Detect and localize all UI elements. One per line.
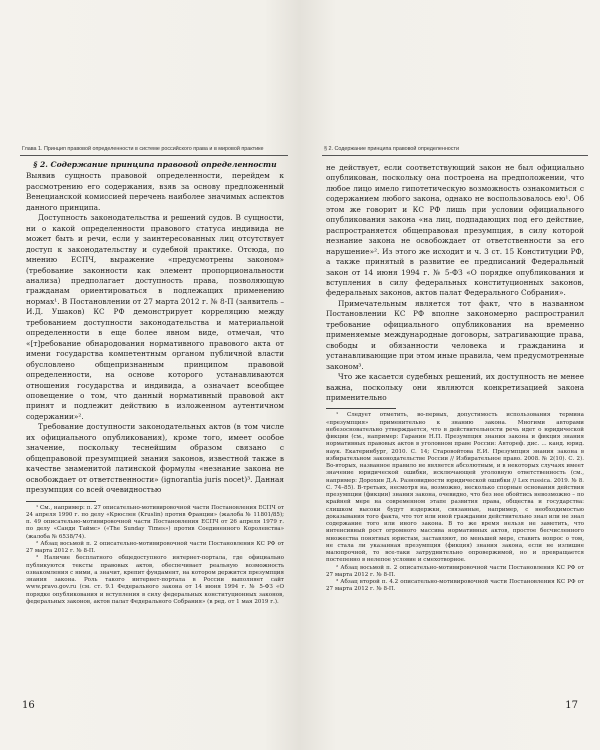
section-title: § 2. Содержание принципа правовой определенности [33,160,277,169]
header-rule [322,155,588,156]
paragraph: Требование доступности законодательных актов (в том числе их официального опубликования), кроме того, имеет особое значение, поскольку теснейшим образом связано с общеправовой презумпцией знания законов, известной также в качестве знаменитой латинской формулы «незнание закона не освобождает от ответственности» (ignorantia juris nocet)³. Данная презумпция со всей очевидностью [26,422,284,495]
footnote-rule [326,408,396,409]
running-head: § 2. Содержание принципа правовой определенности [324,146,459,152]
body-text [326,163,584,594]
paragraph: не действует, если соответствующий закон не был официально опубликован, поскольку она построена на предположении, что любое лицо имело гипотетическую возможность ознакомиться с содержанием любого закона, однако не воспользовалось ею¹. Об этом же говорит и КС РФ лишь при условии официального опубликования закона «на лиц, подпадающих под его действие, распространяется общеправовая презумпция, в силу которой незнание закона не освобождает от ответственности за его нарушение»². Из этого же исходит и ч. 3 ст. 15 Конституции РФ, а также принятый в развитие ее предписаний Федеральный закон от 14 июня 1994 г. № 5-ФЗ «О порядке опубликования и вступления в силу федеральных конституционных законов, федеральных законов, актов палат Федерального Собрания». [326,163,584,298]
footnote: ¹ Следует отметить, во-первых, допустимость использования термина «презумпция» применительно к знанию закона. Многими авторами небезосновательно утверждается, что в действительности речь идет о юридической фикции (см., например: Гаранин Н.П. Презумпция знания закона и фикция знания нормативных правовых актов в уголовном праве России: Автореф. дис. ... канд. юрид. наук. Екатеринбург, 2010. С. 14; Старовойтова Е.И. Презумпция знания закона в избирательном законодательстве России // Избирательное право. 2008. № 2(10). С. 2). Во-вторых, названное правило не является абсолютным, и в некоторых случаях имеет значение юридической ошибки, исключающей уголовную ответственность (см., например: Дорохин Д.А. Разновидности юридической ошибки // Lex russica. 2019. № 8. С. 74–85). В-третьих, несмотря на, возможно, несколько спорные основания действия презумпции (фикции) знания закона, очевидно, что без нее обойтись невозможно – по крайней мере на современном этапе развития права, общества и государства: слишком высоки будут издержки, связанные, например, с необходимостью доказывания того факта, что тот или иной гражданин действительно знал или не знал содержание того или иного закона. В то же время нельзя не заметить, что интенсивный рост огромного массива нормативных актов, простое бесчисленного множества понятных юристам, заставляют, по меньшей мере, ставить вопрос о том, не стала ли указанная презумпция (фикция) знания закона, если не излишне малопрочной, то все-таки затруднительно опровержимой, но и превращается постепенно в нелепое условие и смехотворное. [326,412,584,564]
footnotes [326,412,584,593]
paragraph: Доступность законодательства и решений судов. В сущности, ни о какой определенности правового статуса индивида не может быть и речи, если у заинтересованных лиц отсутствует доступ к законодательству и судебной практике. Отсюда, по мнению ЕСПЧ, выражение «предусмотрены законом» (требование законности как элемент пропорциональности анализа) предполагает доступность права, позволяющую гражданам ориентироваться в подлежащих применению нормах¹. В Постановлении от 27 марта 2012 г. № 8-П (заявитель – И.Д. Ушаков) КС РФ демонстрирует корреляцию между требованием доступности законодательства и материальной определенности в еще более явном виде, отмечая, что «[т]ребование обнародования нормативного правового акта от имени государства компетентным органом публичной власти обусловлено общепризнанным принципом правовой определенности, на основе которого устанавливаются отношения государства и индивида, а означает всеобщее оповещение о том, что данный нормативный правовой акт принят и подлежит действию в изложенном аутентичном содержании»². [26,213,284,421]
footnote: ² Абзац восьмой п. 2 описательно-мотивировочной части Постановления КС РФ от 27 марта 2012 г. № 8-П. [326,564,584,578]
footnote-rule [26,501,96,502]
footnote: ² Абзац восьмой п. 2 описательно-мотивировочной части Постановления КС РФ от 27 марта 2012 г. № 8-П. [26,540,284,554]
page-number: 17 [565,700,578,711]
paragraph: Выявив сущность правовой определенности, перейдем к рассмотрению его содержания, взяв за основу предложенный Венецианской комиссией перечень наиболее значимых аспектов данного принципа. [26,171,284,212]
paragraph: Что же касается судебных решений, их доступность не менее важна, поскольку они являются конкретизацией закона применительно [326,372,584,402]
footnotes [26,505,284,607]
footnote: ³ Наличие бесплатного общедоступного интернет-портала, где официально публикуются тексты правовых актов, обеспечивает реальную возможность ознакомления с ними, а значит, крепит фундамент, на котором держится презумпция знания закона. Роль такого интернет-портала в России выполняет сайт www.pravo.gov.ru (см. ст. 9.1 Федерального закона от 14 июня 1994 г. № 5-ФЗ «О порядке опубликования и вступления в силу федеральных конституционных законов, федеральных законов, актов палат Федерального Собрания» (в ред. от 1 мая 2019 г.). [26,555,284,605]
body-text [26,160,284,606]
footnote: ³ Абзац второй п. 4.2 описательно-мотивировочной части Постановления КС РФ от 27 марта 2012 г. № 8-П. [326,579,584,593]
footnote: ¹ См., например: п. 27 описательно-мотивировочной части Постановления ЕСПЧ от 24 апреля 1990 г. по делу «Крюслен (Kruslin) против Франции» (жалоба № 11801/85); п. 49 описательно-мотивировочной части Постановления ЕСПЧ от 26 апреля 1979 г. по делу «Санди Таймс» («The Sunday Times») против Соединенного Королевства» (жалоба № 6538/74). [26,504,284,540]
page-number: 16 [22,700,35,711]
header-rule [20,155,288,156]
paragraph: Примечательным является тот факт, что в названном Постановлении КС РФ вполне закономерно распространил требование официального опубликования на временно применяемые международные договоры, затрагивающие права, свободы и обязанности человека и гражданина и устанавливающие при этом иные правила, чем предусмотренные законом³. [326,298,584,371]
right-page [300,0,600,750]
running-head: Глава 1. Принцип правовой определенности в системе российского права и в мировой практике [22,146,264,152]
